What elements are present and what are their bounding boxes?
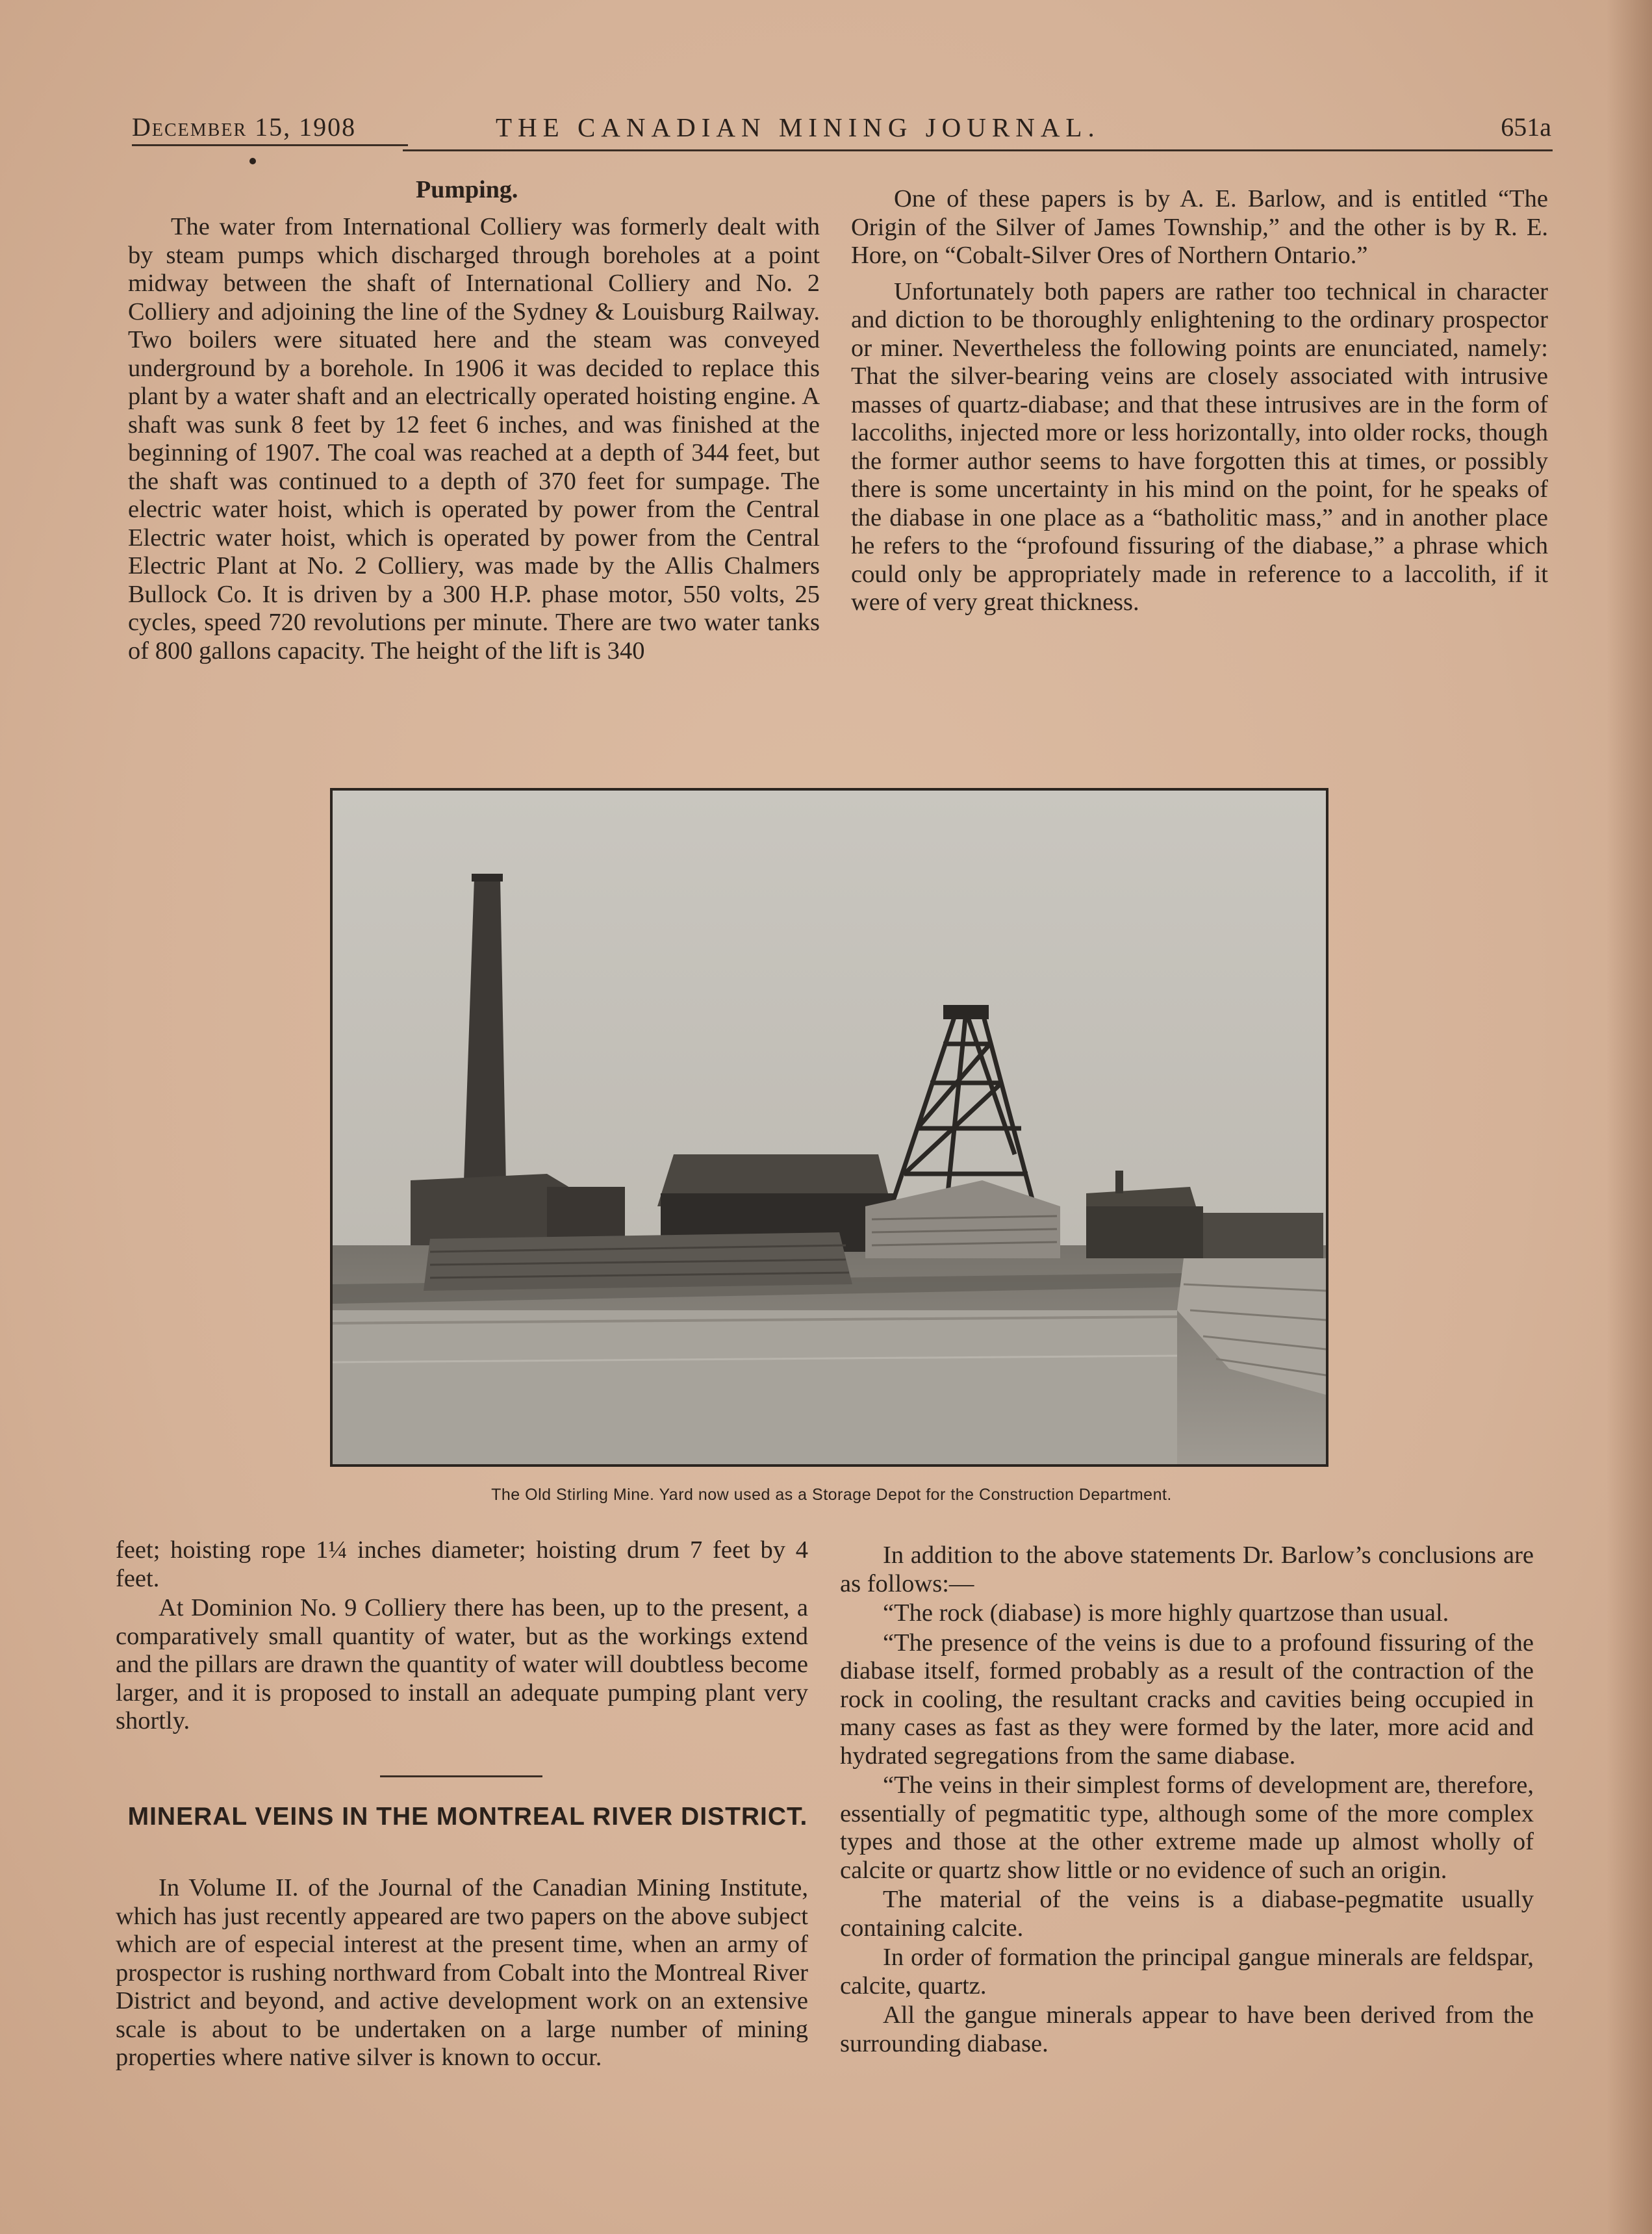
pumping-paragraph-1: The water from International Colliery was formerly dealt with by steam pumps which discharged through boreholes at a point midway between the shaft of International Colliery and No. 2 Colliery and adjoining the line of the Sydney & Louisburg Railway. Two boilers were situated here and the steam was conveyed underground by a borehole. In 1906 it was decided to replace this plant by a water shaft and an electrically operated hoisting engine. A shaft was sunk 8 feet by 12 feet 6 inches, and was finished at the beginning of 1907. The coal was reached at a depth of 344 feet, but the shaft was continued to a depth of 370 feet for sumpage. The electric water hoist, which is operated by power from the Central Electric water hoist, which is operated by power from the Central Electric Plant at No. 2 Colliery, was made by the Allis Chalmers Bullock Co. It is driven by a 300 H.P. phase motor, 550 volts, 25 cycles, speed 720 revolutions per minute. There are two water tanks of 800 gallons capacity. The height of the lift is 340 <box>128 213 820 665</box>
right-column-bottom <box>840 1542 1534 2058</box>
pumping-paragraph-3: At Dominion No. 9 Colliery there has been, up to the present, a comparatively small quantity of water, but as the workings extend and the pillars are drawn the quantity of water will doubtless become larger, and it is proposed to install an adequate pumping plant very shortly. <box>116 1594 808 1734</box>
pumping-paragraph-2: feet; hoisting rope 1¼ inches diameter; hoisting drum 7 feet by 4 feet. <box>116 1536 808 1592</box>
header-rule-left <box>132 144 408 146</box>
page-number: 651a <box>1501 112 1551 142</box>
technical-paragraph: Unfortunately both papers are rather too technical in character and diction to be thoroughly enlightening to the ordinary prospector or miner. Nevertheless the following points are enunciated, namely: That the silver-bearing veins are closely associated with intrusive masses of quartz-diabase; and that these intrusives are in the form of laccoliths, injected more or less horizontally, into older rocks, though the former author seems to have forgotten this at times, or possibly there is some uncertainty in his mind on the point, for he speaks of the diabase in one place as a “batholitic mass,” and in another place he refers to the “profound fissuring of the diabase,” a phrase which could only be appropriately made in reference to a laccolith, if it were of very great thickness. <box>851 277 1548 616</box>
gangue-order: In order of formation the principal gangue minerals are feldspar, calcite, quartz. <box>840 1944 1534 1999</box>
photo-caption: The Old Stirling Mine. Yard now used as a Storage Depot for the Construction Department. <box>491 1486 1172 1504</box>
pumping-continued <box>116 1536 808 1736</box>
right-column-top <box>851 185 1548 617</box>
page-edge-shadow <box>1607 0 1652 2234</box>
gangue-origin: All the gangue minerals appear to have been derived from the surrounding diabase. <box>840 2001 1534 2057</box>
mineral-veins-article <box>116 1874 808 2072</box>
section-divider <box>380 1775 542 1777</box>
conclusion-veins-presence: “The presence of the veins is due to a profound fissuring of the diabase itself, formed probably as a result of the contraction of the rock in cooling, the resultant cracks and cavities being occupied in many cases as fast as they were formed by the later, more acid and hydrated segregations from the same diabase. <box>840 1629 1534 1770</box>
issue-date: December 15, 1908 <box>132 112 357 142</box>
bullet-mark <box>249 158 256 164</box>
journal-title: THE CANADIAN MINING JOURNAL. <box>496 112 1100 142</box>
conclusions-intro: In addition to the above statements Dr. Barlow’s conclusions are as follows:— <box>840 1542 1534 1597</box>
barlow-papers-paragraph: One of these papers is by A. E. Barlow, and is entitled “The Origin of the Silver of James Township,” and the other is by R. E. Hore, on “Cobalt-Silver Ores of Northern Ontario.” <box>851 185 1548 269</box>
pumping-article <box>128 213 820 665</box>
vein-material: The material of the veins is a diabase-pegmatite usually containing calcite. <box>840 1886 1534 1942</box>
mineral-veins-paragraph-1: In Volume II. of the Journal of the Canadian Mining Institute, which has just recently appeared are two papers on the above subject which are of especial interest at the present time, when an army of prospector is rushing northward from Cobalt into the Montreal River District and beyond, and active development work on an extensive scale is about to be undertaken on a large number of mining properties where native silver is known to occur. <box>116 1874 808 2071</box>
conclusion-rock: “The rock (diabase) is more highly quartzose than usual. <box>883 1599 1449 1627</box>
header-rule-right <box>403 149 1553 151</box>
pumping-heading: Pumping. <box>416 176 518 203</box>
conclusion-veins-forms: “The veins in their simplest forms of development are, therefore, essentially of pegmatitic type, although some of the more complex types and those at the other extreme made up almost wholly of calcite or quartz show little or no evidence of such an origin. <box>840 1771 1534 1884</box>
mineral-veins-title: MINERAL VEINS IN THE MONTREAL RIVER DISTRICT. <box>127 1803 808 1831</box>
mine-photograph <box>330 788 1328 1467</box>
